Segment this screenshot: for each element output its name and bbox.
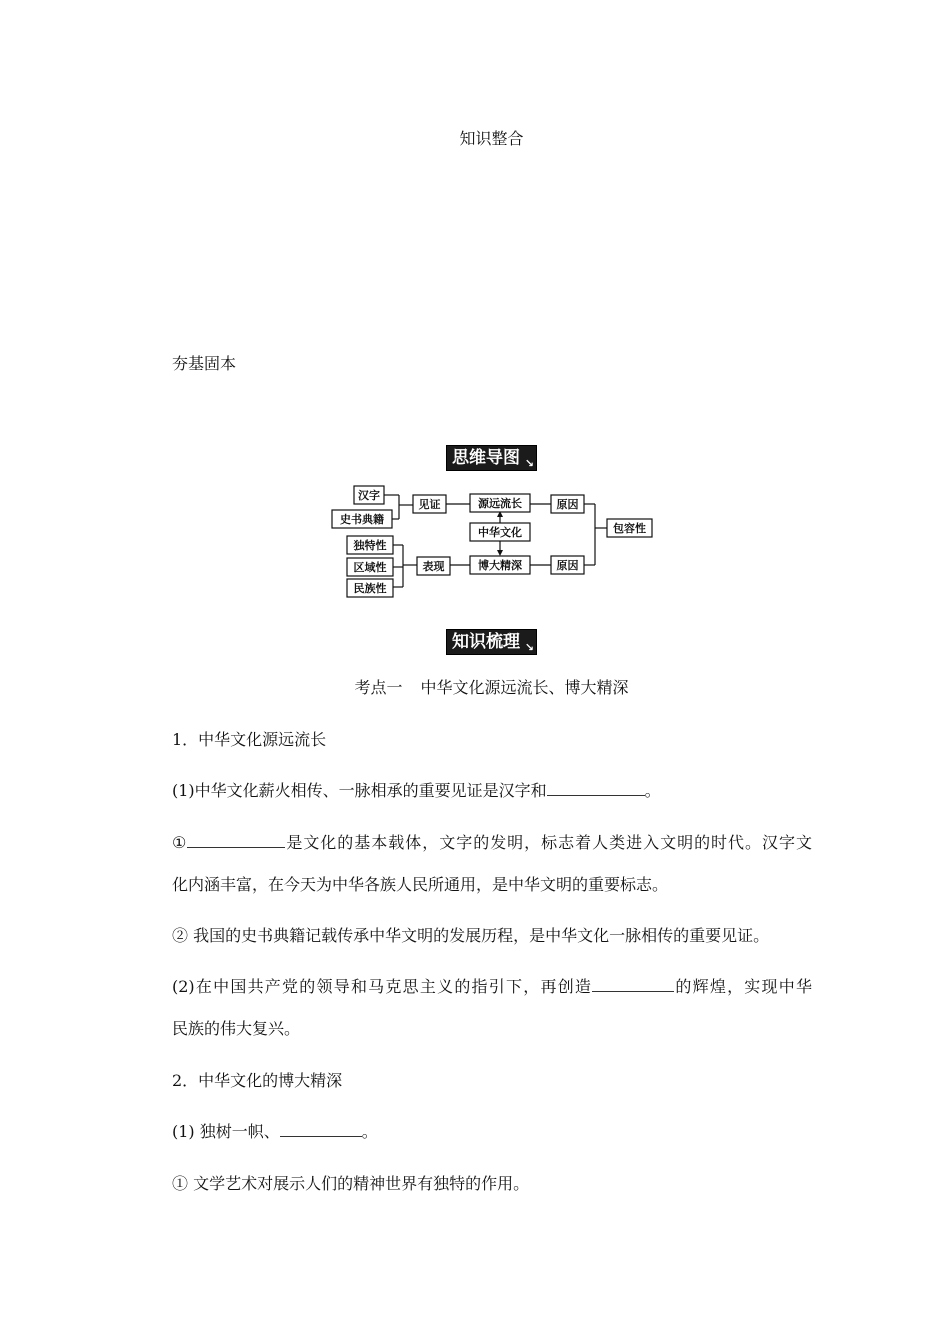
s2-paragraph-2: ① 文学艺术对展示人们的精神世界有独特的作用。 [172,1174,530,1193]
mm-node-quyu [347,558,393,576]
s1-paragraph-2-line-1: ① 是文化的基本载体，文字的发明，标志着人类进入文明的时代。汉字文 [172,833,812,852]
mm-node-biaoxian [417,557,450,575]
mm-node-dute [347,536,393,554]
svg-text:民族性: 民族性 [353,582,387,595]
mm-node-shishu [332,510,392,528]
mindmap-banner [446,445,537,471]
knowledge-banner [446,629,537,655]
kaodian-label: 考点一 [354,678,403,697]
section-label: 夯基固本 [172,354,237,373]
section-1-heading: 1．中华文化源远流长 [172,730,327,749]
s1-paragraph-3: ② 我国的史书典籍记载传承中华文明的发展历程，是中华文化一脉相传的重要见证。 [172,926,770,945]
s1-paragraph-4-line-1: (2)在中国共产党的领导和马克思主义的指引下，再创造 的辉煌，实现中华 [172,977,812,996]
svg-text:中华文化: 中华文化 [478,526,522,539]
s2-paragraph-1: (1) 独树一帜、 。 [172,1122,378,1141]
mm-node-yuanyin-bottom [551,556,584,574]
mm-node-boda [470,556,530,574]
mm-node-yuanyuan [470,494,530,512]
mind-map-diagram [325,480,655,600]
svg-text:博大精深: 博大精深 [478,559,522,572]
svg-text:区域性: 区域性 [353,561,387,574]
s1-paragraph-4-line-2: 民族的伟大复兴。 [172,1019,301,1038]
svg-text:原因: 原因 [556,559,579,572]
svg-text:源远流长: 源远流长 [478,497,522,510]
mindmap-banner-label: 思维导图 [452,448,520,468]
svg-text:包容性: 包容性 [613,522,646,535]
fill-blank[interactable] [280,1122,362,1137]
mm-node-zhonghua [470,523,530,541]
svg-text:史书典籍: 史书典籍 [340,513,384,526]
mm-node-yuanyin-top [551,495,584,513]
s1-paragraph-2-line-2: 化内涵丰富，在今天为中华各族人民所通用，是中华文明的重要标志。 [172,875,669,894]
fill-blank[interactable] [592,977,674,992]
fill-blank[interactable] [187,833,285,848]
kaodian-heading [0,677,950,699]
mm-node-minzu [347,579,393,597]
svg-text:原因: 原因 [556,498,579,511]
svg-text:表现: 表现 [422,560,445,573]
mm-node-baorong [607,519,652,537]
section-2-heading: 2．中华文化的博大精深 [172,1071,343,1090]
arrow-down-right-icon: ↘ [524,641,534,654]
s1-paragraph-4 [172,976,812,1040]
page-title: 知识整合 [459,129,524,148]
arrow-down-right-icon: ↘ [524,457,534,470]
svg-text:见证: 见证 [418,498,441,511]
mm-node-hanzi [354,486,384,504]
s1-paragraph-2 [172,832,812,896]
kaodian-title: 中华文化源远流长、博大精深 [420,678,629,697]
svg-text:独特性: 独特性 [353,539,387,552]
knowledge-banner-label: 知识梳理 [452,632,520,652]
s1-paragraph-1: (1)中华文化薪火相传、一脉相承的重要见证是汉字和 。 [172,781,661,800]
fill-blank[interactable] [547,781,645,796]
svg-text:汉字: 汉字 [358,489,380,502]
mm-node-jianzheng [413,495,446,513]
